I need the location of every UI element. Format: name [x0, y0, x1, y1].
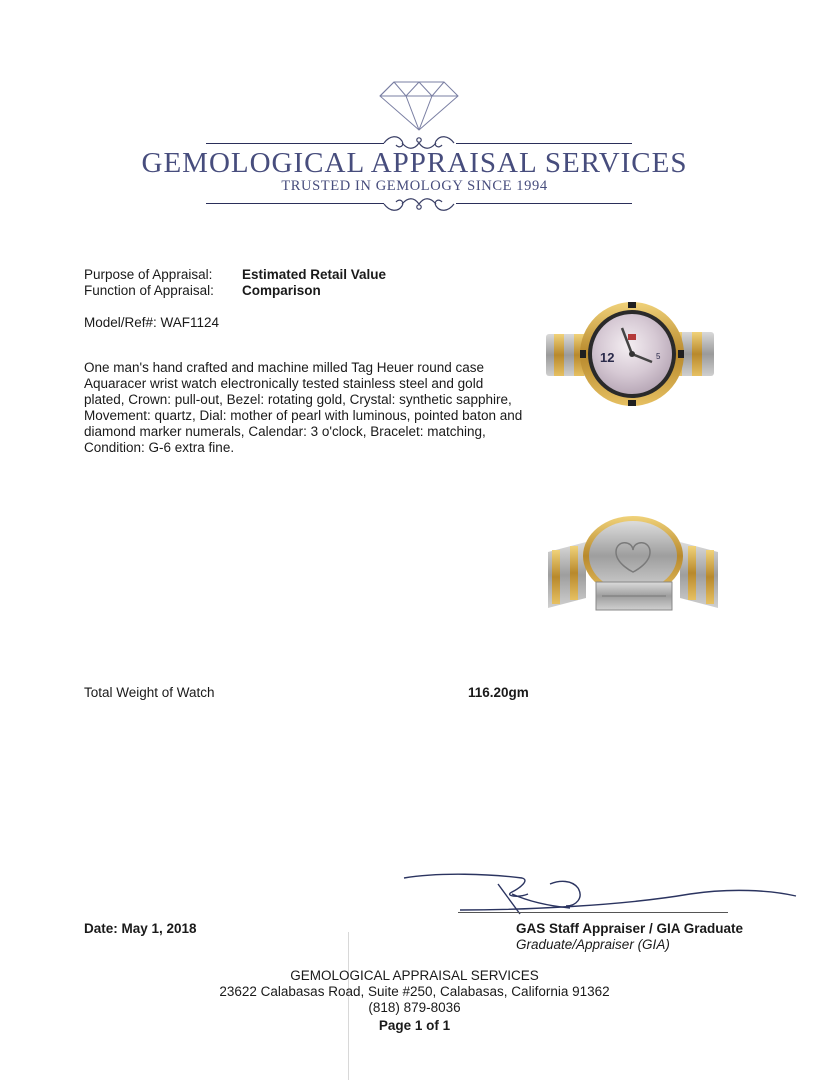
- signature-line: [458, 912, 728, 913]
- total-weight-value: 116.20gm: [468, 685, 529, 700]
- purpose-label: Purpose of Appraisal:: [84, 267, 213, 282]
- model-ref: Model/Ref#: WAF1124: [84, 315, 220, 330]
- header-rule-bottom-right: [456, 203, 632, 204]
- header-rule-top-right: [456, 143, 632, 144]
- watch-front-photo: [544, 292, 716, 412]
- appraisal-date: Date: May 1, 2018: [84, 921, 197, 936]
- function-label: Function of Appraisal:: [84, 283, 214, 298]
- watch-description: One man's hand crafted and machine milled Tag Heuer round case Aquaracer wrist watch electronically tested stainless steel and gold plated, Crown: pull-out, Bezel: rotating gold, Crystal: synthetic sapphire, Movement: quartz, Dial: mother of pearl with luminous, pointed baton and diamond marker numerals, Calendar: 3 o'clock, Bracelet: matching, Condition: G-6 extra fine.: [84, 360, 523, 455]
- function-value: Comparison: [242, 283, 321, 298]
- footer-company: GEMOLOGICAL APPRAISAL SERVICES: [290, 968, 539, 983]
- dial-twelve-numeral: 12: [600, 350, 615, 365]
- appraiser-signature: [400, 866, 800, 922]
- header-rule-bottom-left: [206, 203, 384, 204]
- watch-back-photo: [546, 512, 720, 616]
- dial-date-window: 5: [656, 352, 661, 361]
- company-tagline: TRUSTED IN GEMOLOGY SINCE 1994: [281, 178, 548, 194]
- diamond-icon: [378, 80, 460, 132]
- footer-phone: (818) 879-8036: [368, 1000, 461, 1015]
- brand-logo-icon: [628, 334, 636, 340]
- total-weight-label: Total Weight of Watch: [84, 685, 215, 700]
- signer-title: GAS Staff Appraiser / GIA Graduate: [516, 921, 744, 936]
- company-title: GEMOLOGICAL APPRAISAL SERVICES: [141, 147, 688, 179]
- scroll-ornament-icon: [380, 193, 458, 215]
- footer-address: 23622 Calabasas Road, Suite #250, Calabasas, California 91362: [219, 984, 610, 999]
- signer-subtitle: Graduate/Appraiser (GIA): [516, 937, 670, 952]
- header-rule-top-left: [206, 143, 384, 144]
- purpose-value: Estimated Retail Value: [242, 267, 387, 282]
- page-number: Page 1 of 1: [378, 1018, 451, 1033]
